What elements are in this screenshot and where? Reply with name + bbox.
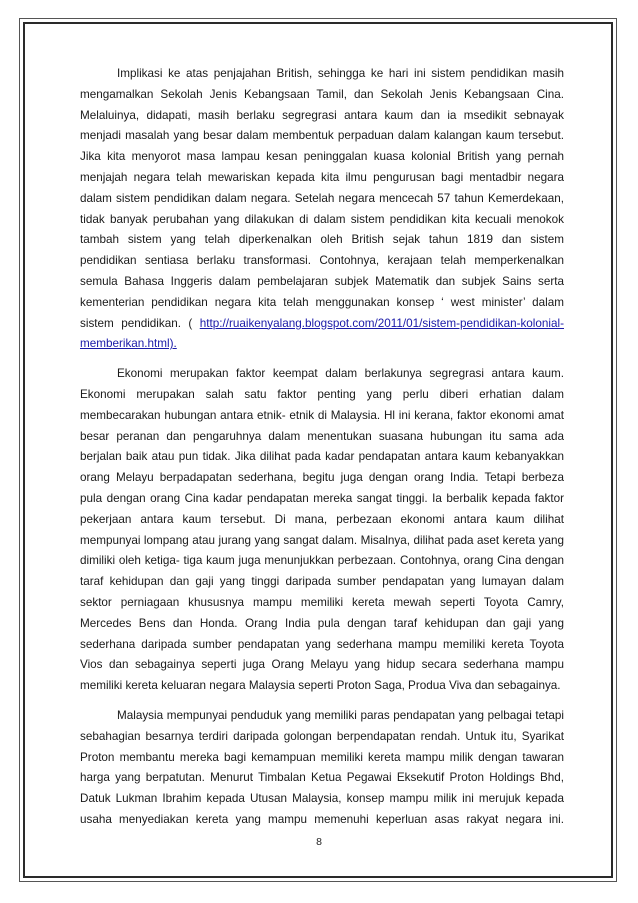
- paragraph-3: [80, 706, 564, 831]
- text-line: sederhana daripada sumber pendapatan yang sederhana mampu memiliki kereta Toyota: [80, 637, 564, 651]
- text-line: usaha menyediakan kereta yang mampu memenuhi keperluan asas rakyat negara ini.: [80, 812, 564, 826]
- text-line: Mercedes Bens dan Honda. Orang India pula dengan taraf kehidupan dan gaji yang: [80, 616, 564, 630]
- text-line: memiliki kereta keluaran negara Malaysia seperti Proton Saga, Produa Viva dan sebagainya.: [80, 679, 561, 693]
- document-body: [80, 64, 564, 831]
- text-line: membecarakan hubungan antara etnik- etnik di Malaysia. Hl ini kerana, faktor ekonomi amat: [80, 408, 564, 422]
- text-line: Proton membantu mereka bagi kemampuan memiliki kereta mampu milik dengan tawaran: [80, 750, 564, 764]
- citation-line: [80, 314, 564, 335]
- text-line: mempunyai lompang atau jurang yang sangat dalam. Misalnya, dilihat pada aset kereta yang: [80, 533, 564, 547]
- text-line: Ekonomi merupakan salah satu faktor penting yang perlu diberi erhatian dalam: [80, 387, 564, 401]
- text-line: dalam sistem pendidikan dalam negara. Setelah negara mencecah 57 tahun Kemerdekaan,: [80, 191, 564, 205]
- text-line: Vios dan sebagainya seperti juga Orang Melayu yang hidup secara sederhana mampu: [80, 658, 564, 672]
- text-line: Jika kita menyorot masa lampau kesan peninggalan kuasa kolonial British yang pernah: [80, 150, 564, 164]
- text-line: Datuk Lukman Ibrahim kepada Utusan Malaysia, konsep mampu milik ini merujuk kepada: [80, 792, 564, 806]
- text-line: Implikasi ke atas penjajahan British, sehingga ke hari ini sistem pendidikan masih: [117, 67, 564, 80]
- text-line: menjajah negara telah mewariskan kepada kita ilmu pengurusan bagi mentadbir negara: [80, 170, 564, 184]
- paragraph-1: [80, 64, 564, 355]
- text-line: Melaluinya, didapati, masih berlaku segregrasi antara kaum dan ia msedikit sebnayak: [80, 108, 564, 122]
- text-line: semula Bahasa Inggeris dalam pembelajaran subjek Matematik dan subjek Sains serta: [80, 274, 564, 288]
- page-number: 8: [316, 836, 322, 848]
- text-line: Malaysia mempunyai penduduk yang memiliki paras pendapatan yang pelbagai tetapi: [117, 708, 564, 722]
- text-line: tidak banyak perubahan yang dilakukan di dalam sistem pendidikan kita kecuali menokok: [80, 212, 564, 226]
- text-line: kementerian pendidikan negara kita telah menggunakan konsep ‘ west minister’ dalam: [80, 295, 564, 309]
- text-line: orang Melayu berpadapatan sederhana, begitu juga dengan orang India. Tetapi berbeza: [80, 471, 564, 485]
- text-line: Ekonomi merupakan faktor keempat dalam berlakunya segregrasi antara kaum.: [117, 367, 564, 381]
- text-line: pula dengan orang Cina kadar pendapatan mereka sangat tinggi. Ia berbalik kepada faktor: [80, 491, 564, 505]
- text-line: mengamalkan Sekolah Jenis Kebangsaan Tamil, dan Sekolah Jenis Kebangsaan Cina.: [80, 87, 564, 101]
- text-line: harga yang berpatutan. Menurut Timbalan Ketua Pegawai Eksekutif Proton Holdings Bhd,: [80, 771, 564, 785]
- citation-prefix: sistem pendidikan. (: [80, 316, 193, 330]
- paragraph-2: [80, 364, 564, 697]
- text-line: besar peranan dan pengaruhnya dalam menentukan suasana hubungan itu sama ada: [80, 429, 564, 443]
- text-line: pendidikan sentiasa berlaku transformasi. Contohnya, kerajaan telah memperkenalkan: [80, 254, 564, 268]
- text-line: pekerjaan antara kaum tersebut. Di mana, perbezaan ekonomi antara kaum dilihat: [80, 512, 564, 526]
- text-line: taraf kehidupan dan gaji yang tinggi daripada sumber pendapatan yang lumayan dalam: [80, 575, 564, 589]
- citation-link[interactable]: http://ruaikenyalang.blogspot.com/2011/01/sistem-pendidikan-kolonial-: [199, 316, 564, 330]
- citation-link-continued[interactable]: memberikan.html).: [80, 337, 177, 351]
- text-line: sektor perniagaan khususnya mampu memiliki kereta mewah seperti Toyota Camry,: [80, 595, 564, 609]
- text-line: berjalan baik atau pun tidak. Jika dilihat pada kadar pendapatan antara kaum kebanyakkan: [80, 450, 564, 464]
- text-line: tambah sistem yang telah diperkenalkan oleh British sejak tahun 1819 dan sistem: [80, 233, 564, 247]
- text-line: menjadi masalah yang besar dalam membentuk perpaduan dalam kalangan kaum tersebut.: [80, 129, 564, 143]
- text-line: sebahagian besarnya terdiri daripada golongan berpendapatan rendah. Untuk itu, Syarikat: [80, 729, 564, 743]
- text-line: dimiliki oleh ketiga- tiga kaum juga menunjukkan perbezaan. Contohnya, orang Cina dengan: [80, 554, 564, 568]
